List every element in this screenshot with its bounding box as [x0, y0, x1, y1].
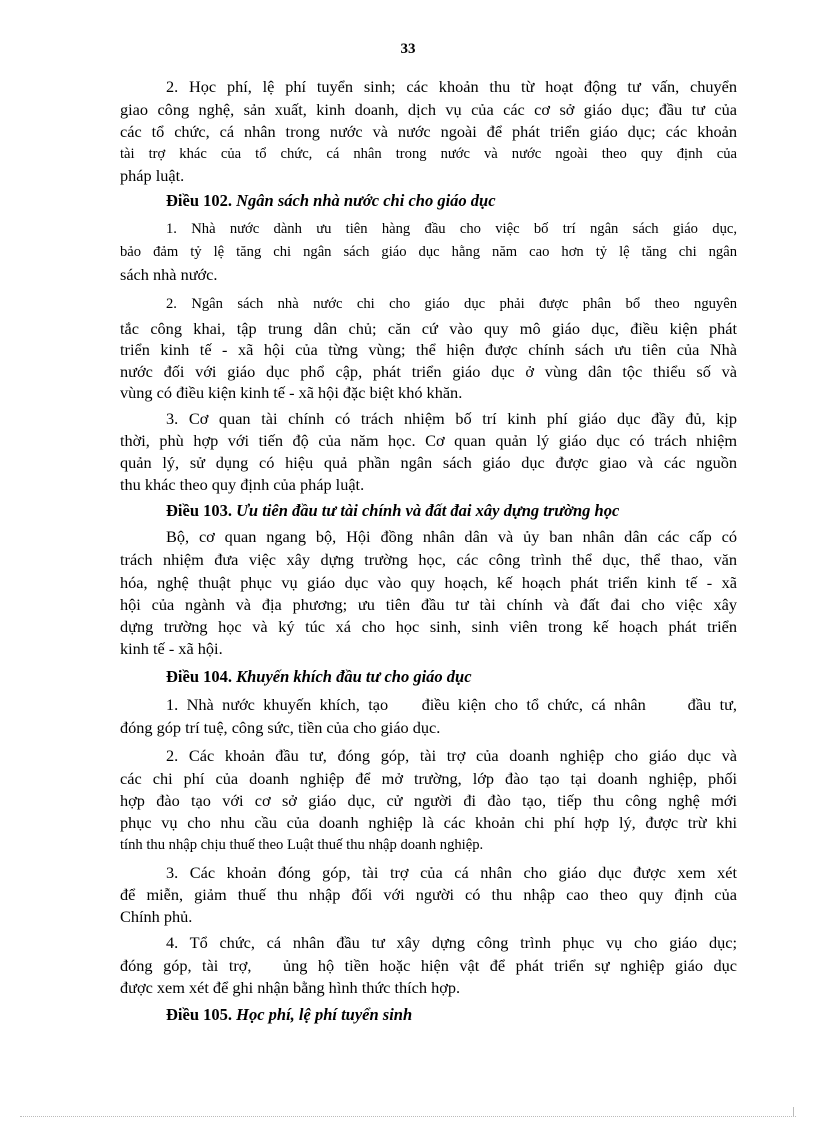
article-number: Điều 102. [166, 191, 237, 210]
paragraph-line: giao công nghệ, sản xuất, kinh doanh, dịch vụ của các cơ sở giáo dục; đầu tư của [120, 100, 737, 119]
article-number: Điều 105. [166, 1005, 237, 1024]
article-title: Ngân sách nhà nước chi cho giáo dục [236, 191, 496, 210]
paragraph-line: nước đối với giáo dục phổ cập, phát triển giáo dục ở vùng dân tộc thiểu số và [120, 362, 737, 381]
paragraph-line: tài trợ khác của tổ chức, cá nhân trong nước và nước ngoài theo quy định của [120, 146, 737, 162]
page-corner-mark [793, 1107, 794, 1117]
paragraph-line: đóng góp, tài trợ, ủng hộ tiền hoặc hiện vật để phát triển sự nghiệp giáo dục [120, 956, 737, 975]
paragraph-line: thu khác theo quy định của pháp luật. [120, 475, 365, 494]
article-heading [166, 190, 496, 212]
paragraph-line: thời, phù hợp với tiến độ của năm học. Cơ quan quản lý giáo dục có trách nhiệm [120, 431, 737, 450]
paragraph-line: 3. Cơ quan tài chính có trách nhiệm bố trí kinh phí giáo dục đầy đủ, kịp [166, 409, 737, 428]
paragraph-line: 2. Các khoản đầu tư, đóng góp, tài trợ của doanh nghiệp cho giáo dục và [166, 746, 737, 765]
paragraph-line: hóa, nghệ thuật phục vụ giáo dục vào quy hoạch, kế hoạch phát triển kinh tế - xã [120, 573, 737, 592]
paragraph-line: trách nhiệm đưa việc xây dựng trường học, các công trình thể dục, thể thao, văn [120, 550, 737, 569]
paragraph-line: quản lý, sử dụng có hiệu quả phần ngân sách giáo dục được giao và các nguồn [120, 453, 737, 472]
paragraph-line: 2. Học phí, lệ phí tuyển sinh; các khoản thu từ hoạt động tư vấn, chuyển [166, 77, 737, 96]
paragraph-line: Bộ, cơ quan ngang bộ, Hội đồng nhân dân và ủy ban nhân dân các cấp có [166, 527, 737, 546]
paragraph-line: sách nhà nước. [120, 265, 218, 284]
paragraph-line: 1. Nhà nước dành ưu tiên hàng đầu cho việc bố trí ngân sách giáo dục, [166, 221, 737, 237]
paragraph-line: phục vụ cho nhu cầu của doanh nghiệp là các khoản chi phí hợp lý, được trừ khi [120, 813, 737, 832]
paragraph-line: Chính phủ. [120, 907, 193, 926]
page-footer-rule [20, 1116, 796, 1117]
article-heading [166, 1004, 412, 1026]
paragraph-line: vùng có điều kiện kinh tế - xã hội đặc biệt khó khăn. [120, 383, 463, 402]
paragraph-line: để miễn, giảm thuế thu nhập đối với người có thu nhập cao theo quy định của [120, 885, 737, 904]
paragraph-line: triển kinh tế - xã hội của từng vùng; thể hiện được chính sách ưu tiên của Nhà [120, 340, 737, 359]
paragraph-line: hợp đào tạo với cơ sở giáo dục, cử người đi đào tạo, tiếp thu công nghệ mới [120, 791, 737, 810]
article-title: Học phí, lệ phí tuyển sinh [236, 1005, 413, 1024]
paragraph-line: 4. Tổ chức, cá nhân đầu tư xây dựng công trình phục vụ cho giáo dục; [166, 933, 737, 952]
paragraph-line: bảo đảm tỷ lệ tăng chi ngân sách giáo dục hằng năm cao hơn tỷ lệ tăng chi ngân [120, 244, 737, 260]
paragraph-line: các tổ chức, cá nhân trong nước và nước ngoài để phát triển giáo dục; các khoản [120, 122, 737, 141]
article-number: Điều 103. [166, 501, 237, 520]
paragraph-line: 2. Ngân sách nhà nước chi cho giáo dục phải được phân bổ theo nguyên [166, 296, 737, 312]
paragraph-line: được xem xét để ghi nhận bằng hình thức thích hợp. [120, 978, 461, 997]
paragraph-line: tính thu nhập chịu thuế theo Luật thuế thu nhập doanh nghiệp. [120, 837, 484, 853]
paragraph-line: dựng trường học và ký túc xá cho học sinh, sinh viên trong kế hoạch phát triển [120, 617, 737, 636]
paragraph-line: pháp luật. [120, 166, 185, 185]
paragraph-line: tắc công khai, tập trung dân chủ; căn cứ vào quy mô giáo dục, điều kiện phát [120, 319, 737, 338]
paragraph-line: kinh tế - xã hội. [120, 639, 223, 658]
article-heading [166, 500, 619, 522]
paragraph-line: 3. Các khoản đóng góp, tài trợ của cá nhân cho giáo dục được xem xét [166, 863, 737, 882]
paragraph-line: các chi phí của doanh nghiệp để mở trường, lớp đào tạo tại doanh nghiệp, phối [120, 769, 737, 788]
page-number: 33 [400, 41, 416, 57]
article-title: Khuyến khích đầu tư cho giáo dục [236, 667, 472, 686]
article-number: Điều 104. [166, 667, 237, 686]
article-heading [166, 666, 472, 688]
article-title: Ưu tiên đầu tư tài chính và đất đai xây dựng trường học [236, 501, 620, 520]
paragraph-line: hội của ngành và địa phương; ưu tiên đầu tư tài chính và đất đai cho việc xây [120, 595, 737, 614]
paragraph-line: 1. Nhà nước khuyến khích, tạo điều kiện cho tổ chức, cá nhân đầu tư, [166, 695, 737, 714]
paragraph-line: đóng góp trí tuệ, công sức, tiền của cho giáo dục. [120, 718, 441, 737]
